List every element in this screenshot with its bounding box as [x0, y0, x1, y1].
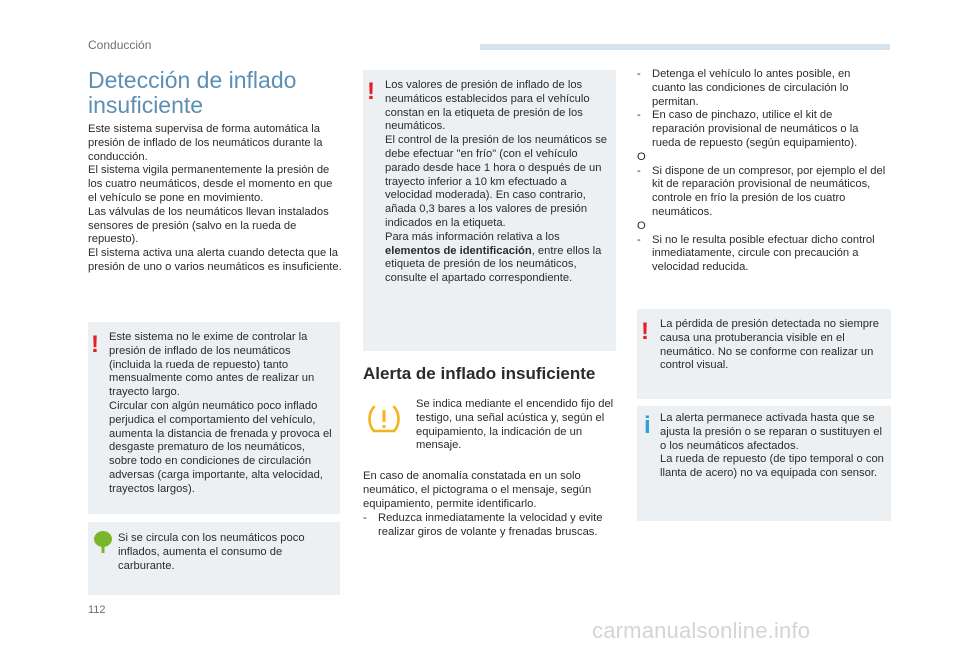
list-item-text: Detenga el vehículo lo antes posible, en cuanto las condiciones de circulación lo permitan. — [652, 68, 851, 108]
warning-box-2-text — [385, 79, 609, 286]
list-item-text: En caso de pinchazo, utilice el kit de reparación provisional de neumáticos o la rueda de repuesto (según equipamiento). — [652, 109, 859, 149]
page-title: Detección de inflado insuficiente — [88, 67, 297, 118]
list-dash: - — [637, 68, 641, 80]
intro-paragraph: Este sistema supervisa de forma automática la presión de inflado de los neumáticos durante la conducción. El sistema vigila permanentemente la presión de los cuatro neumáticos, desde el momento en que el vehículo se pone en movimiento. Las válvulas de los neumáticos llevan instalados sensores de presión (salvo en la rueda de repuesto). El sistema activa una alerta cuando detecta que la presión de uno o varios neumáticos es insuficiente. — [88, 123, 342, 273]
warning-box-2-text-part2: , entre ellos la etiqueta de presión de los neumáticos, consulte el apartado correspondiente. — [385, 244, 602, 285]
list-dash: - — [363, 512, 367, 524]
col3-step-list — [637, 68, 887, 275]
exclamation-icon: ! — [367, 78, 375, 105]
tire-pressure-warning-icon — [365, 402, 403, 436]
exclamation-icon: ! — [641, 318, 649, 345]
warning-box-3-text: La pérdida de presión detectada no siempre causa una protuberancia visible en el neumático. No se conforme con realizar un control visual. — [660, 318, 879, 372]
tree-icon — [93, 530, 113, 554]
list-item-text: Si dispone de un compresor, por ejemplo el del kit de reparación provisional de neumáticos, controle en frío la presión de los cuatro neumáticos. — [652, 164, 886, 218]
alert-heading: Alerta de inflado insuficiente — [363, 364, 596, 383]
list-item — [637, 68, 887, 109]
warning-box-1-text: Este sistema no le exime de controlar la presión de inflado de los neumáticos (incluida la rueda de repuesto) tanto mensualmente como antes de realizar un trayecto largo. Circular con algún neumático poco inflado perjudica el comportamiento del vehículo, aumenta la distancia de frenada y provoca el desgaste prematuro de los neumáticos, sobre todo en condiciones de circulación adversas (carga importante, alta velocidad, trayectos largos). — [109, 331, 332, 495]
anomaly-text: En caso de anomalía constatada en un solo neumático, el pictograma o el mensaje, según equipamiento, permite identificarlo. — [363, 470, 592, 510]
indicator-text: Se indica mediante el encendido fijo del testigo, una señal acústica y, según el equipamiento, la indicación de un mensaje. — [416, 398, 614, 452]
warning-box-2-text-part1: Los valores de presión de inflado de los neumáticos establecidos para el vehículo constan en la etiqueta de presión de los neumáticos. El control de la presión de los neumáticos se debe efectuar "en frío" (con el vehículo parado desde hace 1 hora o después de un trayecto inferior a 10 km efectuado a velocidad moderada). En caso contrario, añada 0,3 bares a los valores de presión indicados en la etiqueta. Para más información relativa a los — [385, 79, 608, 243]
list-item — [637, 109, 887, 150]
section-label: Conducción — [88, 38, 152, 52]
list-item-text: Reduzca inmediatamente la velocidad y evite realizar giros de volante y frenadas bruscas. — [378, 512, 603, 538]
list-dash: - — [637, 233, 641, 246]
identification-elements-link-text: elementos de identificación — [385, 244, 532, 257]
watermark: carmanualsonline.info — [592, 618, 811, 643]
list-dash: - — [637, 164, 641, 177]
page-number: 112 — [88, 604, 106, 616]
alert-step-list — [363, 512, 613, 540]
list-item — [637, 165, 887, 220]
header-bar — [480, 44, 890, 50]
list-item — [637, 234, 887, 275]
or-separator: O — [637, 150, 646, 163]
or-separator: O — [637, 219, 646, 232]
exclamation-icon: ! — [91, 331, 99, 358]
info-icon: i — [644, 412, 651, 439]
list-item-text: Si no le resulta posible efectuar dicho control inmediatamente, circule con precaución a velocidad reducida. — [652, 233, 875, 274]
eco-box-text: Si se circula con los neumáticos poco inflados, aumenta el consumo de carburante. — [118, 532, 305, 572]
info-box-text: La alerta permanece activada hasta que se ajusta la presión o se reparan o sustituyen el o los neumáticos afectados. La rueda de repuesto (de tipo temporal o con llanta de acero) no va equipada con sensor. — [660, 412, 884, 480]
list-dash: - — [637, 109, 641, 122]
list-item — [363, 512, 613, 540]
